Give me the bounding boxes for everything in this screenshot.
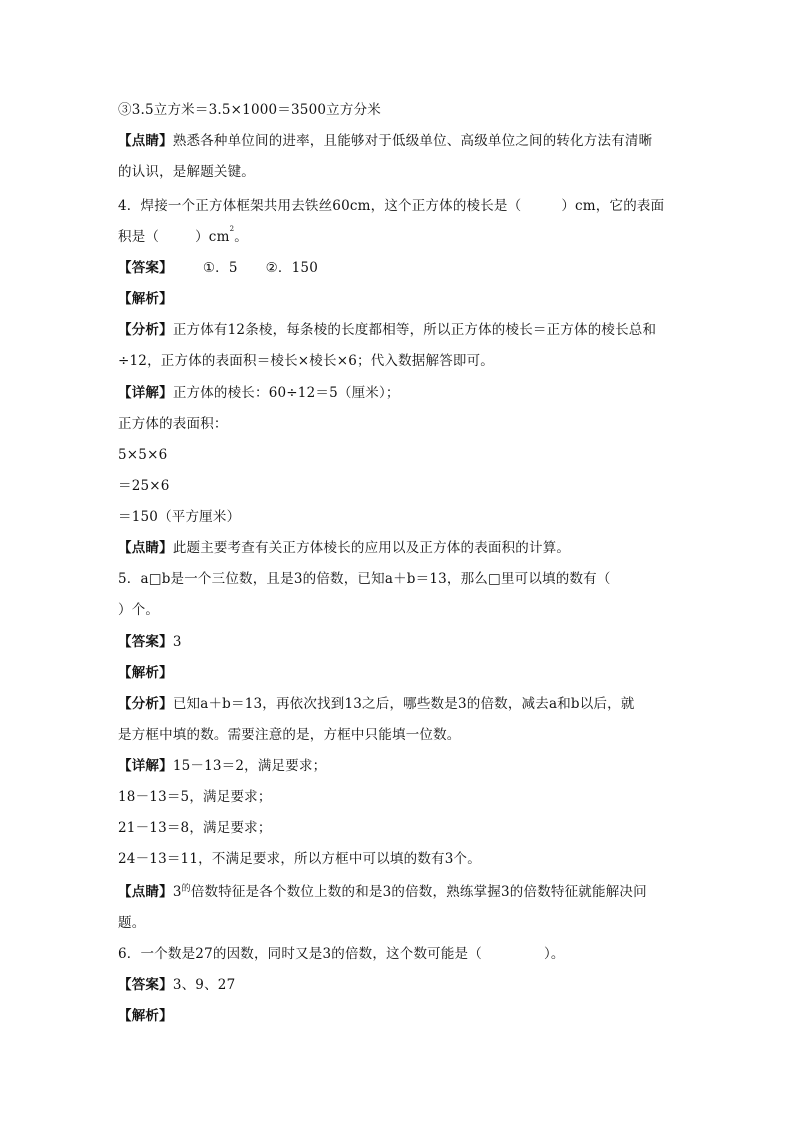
question-6-text-cont: ）。 [543, 946, 565, 962]
question-5-text: 5．a□b是一个三位数，且是3的倍数，已知a＋b＝13，那么□里可以填的数有（ [118, 571, 611, 587]
question-4-text: 积是（ [118, 229, 160, 245]
analysis-heading [118, 287, 684, 311]
analysis-subtag: 【分析】 [118, 322, 173, 338]
text-line [118, 98, 684, 122]
question-5-text-cont: ）个。 [118, 602, 160, 618]
analysis-subtag: 【分析】 [118, 696, 173, 712]
comment-text-cont: 的认识，是解题关键。 [118, 164, 255, 180]
question-4-text-cont: ）cm，它的表面 [561, 198, 665, 214]
text-line [118, 443, 684, 467]
analysis-text-cont: ÷12，正方体的表面积＝棱长×棱长×6；代入数据解答即可。 [118, 353, 495, 369]
analysis-heading [118, 1004, 684, 1028]
analysis-line [118, 318, 684, 342]
detail-tag: 【详解】 [118, 758, 173, 774]
superscript-char: 的 [181, 884, 191, 894]
equation-line: 5×5×6 [118, 447, 168, 463]
text-line [118, 847, 684, 871]
question-6-line [118, 942, 684, 966]
comment-tag: 【点睛】 [118, 540, 173, 556]
comment-number: 3 [172, 884, 182, 900]
answer-tag: 【答案】 [118, 977, 173, 993]
detail-text: 21－13＝8，满足要求； [118, 820, 272, 836]
comment-line [118, 129, 684, 153]
question-6-text: 6．一个数是27的因数，同时又是3的倍数，这个数可能是（ [118, 946, 482, 962]
detail-tag: 【详解】 [118, 385, 173, 401]
comment-tag: 【点睛】 [118, 884, 173, 900]
analysis-text-cont: 是方框中填的数。需要注意的是，方框中只能填一位数。 [118, 727, 461, 743]
comment-line [118, 536, 684, 560]
detail-text: 18－13＝5，满足要求； [118, 789, 272, 805]
answer-value: 3、9、27 [172, 977, 236, 993]
comment-text: 此题主要考查有关正方体棱长的应用以及正方体的表面积的计算。 [172, 540, 571, 556]
comment-text: 熟悉各种单位间的进率，且能够对于低级单位、高级单位之间的转化方法有清晰 [172, 133, 653, 149]
question-4-line-2 [118, 225, 684, 249]
analysis-tag: 【解析】 [118, 1008, 173, 1024]
answer-1: ①．5 [202, 260, 238, 276]
comment-line [118, 880, 684, 904]
question-5-line-1 [118, 567, 684, 591]
superscript: 2 [229, 225, 235, 233]
answer-tag: 【答案】 [118, 260, 173, 276]
analysis-line [118, 692, 684, 716]
analysis-tag: 【解析】 [118, 665, 173, 681]
text-line [118, 723, 684, 747]
equation-line: ＝150（平方厘米） [118, 509, 241, 525]
detail-line [118, 754, 684, 778]
text-line [118, 505, 684, 529]
answer-line [118, 973, 684, 997]
analysis-tag: 【解析】 [118, 291, 173, 307]
answer-line [118, 256, 684, 280]
question-4-text: 4．焊接一个正方体框架共用去铁丝60cm，这个正方体的棱长是（ [118, 198, 522, 214]
comment-tag: 【点睛】 [118, 133, 173, 149]
text-line [118, 349, 684, 373]
text-line [118, 412, 684, 436]
text-line [118, 160, 684, 184]
analysis-text: 已知a＋b＝13，再依次找到13之后，哪些数是3的倍数，减去a和b以后，就 [172, 696, 635, 712]
answer-2: ②．150 [265, 260, 318, 276]
detail-text: 24－13＝11，不满足要求，所以方框中可以填的数有3个。 [118, 851, 481, 867]
detail-line [118, 381, 684, 405]
comment-text: 倍数特征是各个数位上数的和是3的倍数，熟练掌握3的倍数特征就能解决问 [190, 884, 647, 900]
question-4-line-1 [118, 194, 684, 218]
detail-text: 15－13＝2，满足要求； [172, 758, 327, 774]
answer-line [118, 630, 684, 654]
text-line [118, 474, 684, 498]
equation-line: ＝25×6 [118, 478, 170, 494]
detail-text: 正方体的棱长：60÷12＝5（厘米）； [172, 385, 400, 401]
answer-value: 3 [172, 634, 182, 650]
text-line [118, 785, 684, 809]
comment-text-cont: 题。 [118, 915, 146, 931]
answer-tag: 【答案】 [118, 634, 173, 650]
question-4-unit: ）cm [195, 229, 230, 245]
question-4-end: 。 [234, 229, 248, 245]
analysis-heading [118, 661, 684, 685]
question-5-line-2 [118, 598, 684, 622]
text-line [118, 911, 684, 935]
detail-text: 正方体的表面积： [118, 416, 228, 432]
calc-step-3: ③3.5立方米＝3.5×1000＝3500立方分米 [118, 102, 381, 118]
analysis-text: 正方体有12条棱，每条棱的长度都相等，所以正方体的棱长＝正方体的棱长总和 [172, 322, 657, 338]
text-line [118, 816, 684, 840]
